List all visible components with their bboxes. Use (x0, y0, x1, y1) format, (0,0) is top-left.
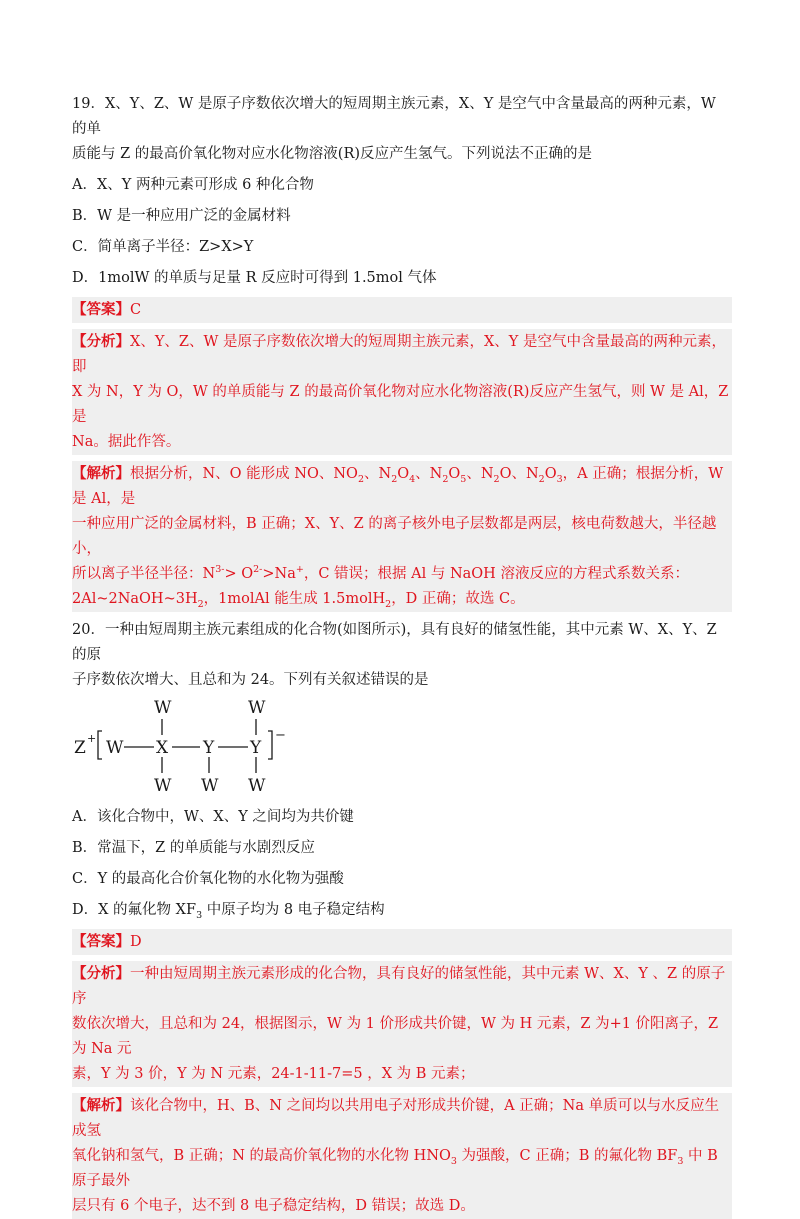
structure-formula (72, 697, 332, 797)
atom-w-bottom-y2: W (248, 776, 266, 796)
structure-diagram (72, 697, 732, 797)
q20-option-c: C．Y 的最高化合价氧化物的水化物为强酸 (72, 871, 344, 887)
z-charge: + (87, 732, 97, 745)
document-page (72, 92, 732, 1219)
anion-charge: − (275, 728, 286, 743)
atom-y2: Y (250, 738, 262, 758)
q20-explanation: 【解析】该化合物中，H、B、N 之间均以共用电子对形成共价键，A 正确；Na 单质可以与水反应生成氢 氧化钠和氢气，B 正确；N 的最高价氧化物的水化物 $HNO_3$ 为强酸，C 正确；B 的氟化物 $BF_3$ 中 B 原子最外 层只有 6 个电子，达不到 8 电子稳定结构，D 错误；故选 D。 (72, 1093, 732, 1219)
right-bracket (268, 731, 272, 759)
q19-option-c: C．简单离子半径：Z>X>Y (72, 239, 254, 255)
q19-explanation: 【解析】根据分析，N、O 能形成 NO、$NO_2$、$N_2O_4$、$N_2O_5$、$N_2O$、$N_2O_3$，A 正确；根据分析，W 是 Al，是 一种应用广泛的金属材料，B 正确；X、Y、Z 的离子核外电子层数都是两层，核电荷数越大，半径越小， 所以离子半径半径：$N^{3-}> O^{2-}>Na^+$，C 错误；根据 Al 与 NaOH 溶液反应的方程式系数关系： $2Al\sim 2NaOH\sim 3H_2$，1molAl 能生成 1.5molH$_2$，D 正确；故选 C。 (72, 461, 732, 612)
q20-answer: 【答案】D (72, 929, 732, 955)
atom-w-top-x: W (154, 698, 172, 718)
atom-w-bottom-x: W (154, 776, 172, 796)
q20-analysis: 【分析】一种由短周期主族元素形成的化合物，具有良好的储氢性能，其中元素 W、X、Y 、Z 的原子序 数依次增大，且总和为 24，根据图示，W 为 1 价形成共价键，W 为 H 元素，Z 为+1 价阳离子，Z 为 Na 元 素，Y 为 3 价，Y 为 N 元素，24-1-11-7=5 ，X 为 B 元素； (72, 961, 732, 1087)
q20-option-d: D．X 的氟化物 $XF_3$ 中原子均为 8 电子稳定结构 (72, 902, 385, 921)
q19-stem: 19．X、Y、Z、W 是原子序数依次增大的短周期主族元素，X、Y 是空气中含量最高的两种元素，W 的单 质能与 Z 的最高价氧化物对应水化物溶液(R)反应产生氢气。下列说法不正确的是 (72, 96, 716, 162)
atom-y1: Y (203, 738, 215, 758)
q19-option-b: B．W 是一种应用广泛的金属材料 (72, 208, 291, 224)
atom-w-left: W (106, 738, 124, 758)
atom-w-bottom-y1: W (201, 776, 219, 796)
q19-option-d: D．1molW 的单质与足量 R 反应时可得到 1.5mol 气体 (72, 270, 437, 286)
atom-z: Z (74, 738, 86, 758)
left-bracket (98, 731, 102, 759)
q19-answer: 【答案】C (72, 297, 732, 323)
q19-option-a: A．X、Y 两种元素可形成 6 种化合物 (72, 177, 314, 193)
atom-w-top-y: W (248, 698, 266, 718)
atom-x: X (156, 738, 169, 758)
q20-option-a: A．该化合物中，W、X、Y 之间均为共价键 (72, 809, 354, 825)
q20-option-b: B．常温下，Z 的单质能与水剧烈反应 (72, 840, 315, 856)
q20-stem: 20．一种由短周期主族元素组成的化合物(如图所示)，具有良好的储氢性能，其中元素 W、X、Y、Z 的原 子序数依次增大、且总和为 24。下列有关叙述错误的是 (72, 622, 717, 688)
q19-analysis: 【分析】X、Y、Z、W 是原子序数依次增大的短周期主族元素，X、Y 是空气中含量最高的两种元素，即 X 为 N，Y 为 O，W 的单质能与 Z 的最高价氧化物对应水化物溶液(R)反应产生氢气，则 W 是 Al，Z 是 Na。据此作答。 (72, 329, 732, 455)
